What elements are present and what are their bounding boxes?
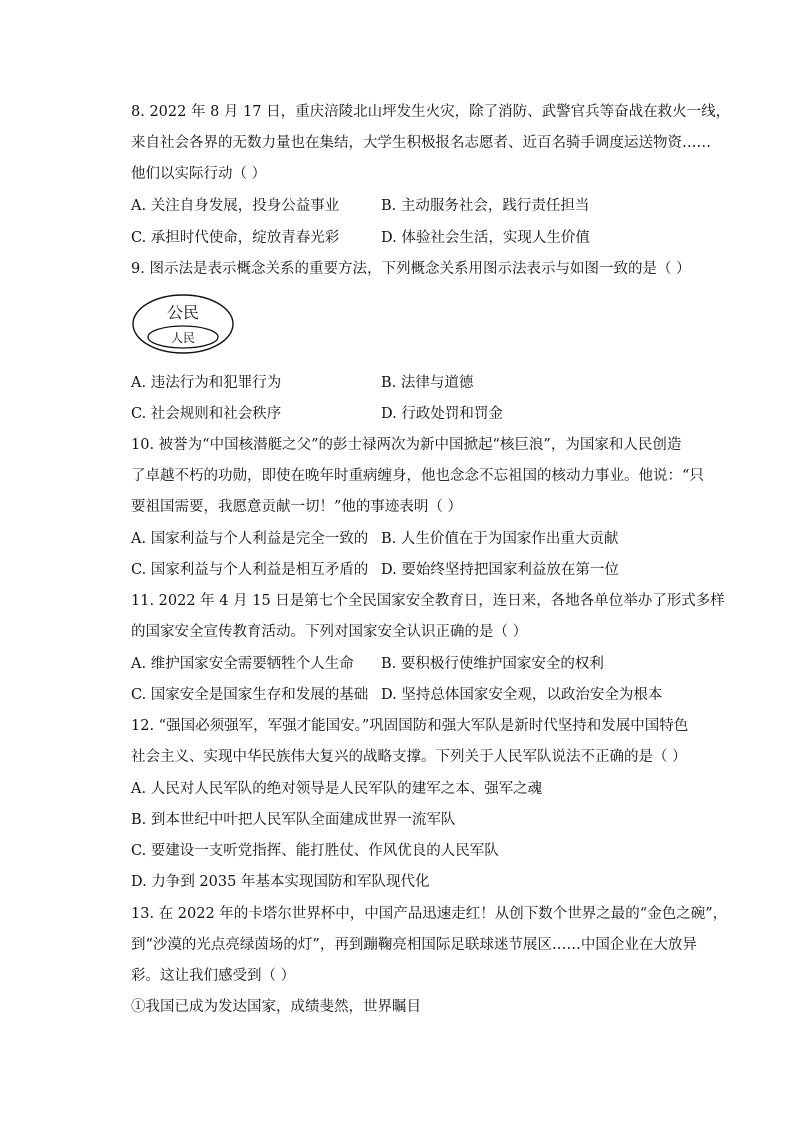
q8-option-b: B. 主动服务社会，践行责任担当 — [381, 198, 590, 214]
q11-option-d: D. 坚持总体国家安全观，以政治安全为根本 — [381, 687, 663, 703]
q11-option-a: A. 维护国家安全需要牺牲个人生命 — [131, 656, 354, 672]
q10-option-d: D. 要始终坚持把国家利益放在第一位 — [381, 562, 619, 578]
q12-option-d: D. 力争到 2035 年基本实现国防和军队现代化 — [131, 874, 430, 890]
q12-option-b: B. 到本世纪中叶把人民军队全面建成世界一流军队 — [131, 812, 456, 828]
q10-line-1: 10. 被誉为“中国核潜艇之父”的彭士禄两次为新中国掀起“核巨浪”，为国家和人民创造 — [131, 437, 682, 453]
q8-line-1: 8. 2022 年 8 月 17 日，重庆涪陵北山坪发生火灾，除了消防、武警官兵等奋战在救火一线， — [131, 104, 731, 120]
q13-line-2: 到“沙漠的光点亮绿茵场的灯”，再到蹦鞠亮相国际足联球迷节展区……中国企业在大放异 — [131, 937, 697, 953]
q12-option-a: A. 人民对人民军队的绝对领导是人民军队的建军之本、强军之魂 — [131, 781, 543, 797]
q12-line-2: 社会主义、实现中华民族伟大复兴的战略支撑。下列关于人民军队说法不正确的是（ ） — [131, 749, 687, 765]
q9-option-d: D. 行政处罚和罚金 — [381, 406, 503, 422]
q8-option-a: A. 关注自身发展，投身公益事业 — [131, 198, 340, 214]
q10-line-3: 要祖国需要，我愿意贡献一切！”他的事迹表明（ ） — [131, 499, 463, 515]
q11-line-2: 的国家安全宣传教育活动。下列对国家安全认识正确的是（ ） — [131, 624, 528, 640]
inner-label: 人民 — [170, 331, 196, 345]
q12-line-1: 12. “强国必须强军，军强才能国安。”巩固国防和强大军队是新时代坚持和发展中国特色 — [131, 718, 689, 734]
concept-diagram — [131, 293, 235, 355]
q9-option-c: C. 社会规则和社会秩序 — [131, 406, 282, 422]
q11-line-1: 11. 2022 年 4 月 15 日是第七个全民国家安全教育日，连日来，各地各单位举办了形式多样 — [131, 593, 725, 609]
q13-statement-1: ①我国已成为发达国家，成绩斐然，世界瞩目 — [131, 999, 421, 1015]
q13-line-1: 13. 在 2022 年的卡塔尔世界杯中，中国产品迅速走红！从创下数个世界之最的“金色之碗”， — [131, 906, 728, 922]
q10-option-a: A. 国家利益与个人利益是完全一致的 — [131, 531, 369, 547]
q8-line-3: 他们以实际行动（ ） — [131, 166, 267, 182]
q8-option-d: D. 体验社会生活，实现人生价值 — [381, 230, 590, 246]
q9-line-1: 9. 图示法是表示概念关系的重要方法，下列概念关系用图示法表示与如图一致的是（ ） — [131, 261, 691, 277]
q10-line-2: 了卓越不朽的功勋，即使在晚年时重病缠身，他也念念不忘祖国的核动力事业。他说：“只 — [131, 468, 704, 484]
q8-line-2: 来自社会各界的无数力量也在集结，大学生积极报名志愿者、近百名骑手调度运送物资…… — [131, 135, 711, 151]
q9-option-a: A. 违法行为和犯罪行为 — [131, 375, 282, 391]
outer-label: 公民 — [166, 303, 200, 322]
q10-option-c: C. 国家利益与个人利益是相互矛盾的 — [131, 562, 369, 578]
q12-option-c: C. 要建设一支听党指挥、能打胜仗、作风优良的人民军队 — [131, 843, 499, 859]
q11-option-b: B. 要积极行使维护国家安全的权利 — [381, 656, 604, 672]
q13-line-3: 彩。这让我们感受到（ ） — [131, 968, 296, 984]
q10-option-b: B. 人生价值在于为国家作出重大贡献 — [381, 531, 619, 547]
q9-option-b: B. 法律与道德 — [381, 375, 474, 391]
q8-option-c: C. 承担时代使命，绽放青春光彩 — [131, 230, 340, 246]
q11-option-c: C. 国家安全是国家生存和发展的基础 — [131, 687, 369, 703]
